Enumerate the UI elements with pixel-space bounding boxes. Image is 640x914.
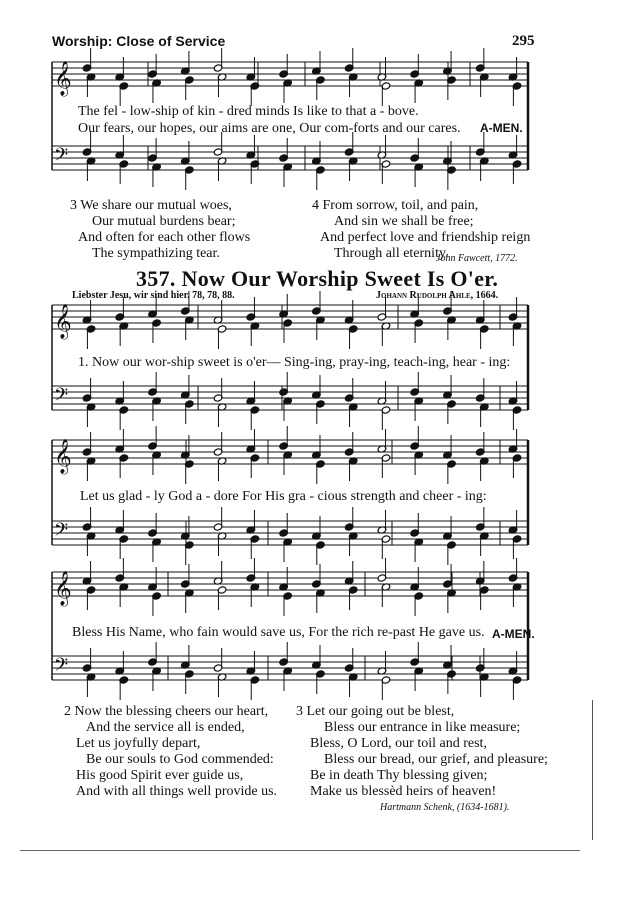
verse-line: Let us joyfully depart,	[76, 736, 201, 751]
lyric-line: 1. Now our wor-ship sweet is o'er— Sing-ing, pray-ing, teach-ing, hear - ing:	[78, 355, 511, 370]
verse-line: Bless our entrance in like measure;	[324, 720, 521, 735]
author-credit: Hartmann Schenk, (1634-1681).	[380, 802, 510, 813]
verse-line: 2 Now the blessing cheers our heart,	[64, 704, 269, 719]
verse-line: Bless our bread, our grief, and pleasure;	[324, 752, 548, 767]
hymn-title: 357. Now Our Worship Sweet Is O'er.	[136, 266, 499, 291]
composer: Johann Rudolph Ahle, 1664.	[376, 290, 499, 301]
verse-line: 3 Let our going out be blest,	[296, 704, 455, 719]
lyric-line: Our fears, our hopes, our aims are one, Our com-forts and our cares.	[78, 121, 461, 136]
treble-clef-icon: 𝄞	[54, 571, 72, 606]
treble-clef-icon: 𝄞	[54, 61, 72, 96]
verse-line: Be in death Thy blessing given;	[310, 768, 488, 783]
verse-line: 3 We share our mutual woes,	[70, 198, 232, 213]
author-credit: John Fawcett, 1772.	[436, 253, 518, 264]
verse-line: And with all things well provide us.	[76, 784, 278, 799]
treble-clef-icon: 𝄞	[54, 304, 72, 339]
amen-label: A-MEN.	[480, 121, 523, 135]
verse-line: Make us blessèd heirs of heaven!	[310, 784, 497, 799]
lyric-line: Let us glad - ly God a - dore For His gra - cious strength and cheer - ing:	[80, 489, 487, 504]
page-edge-line	[592, 700, 593, 840]
lyric-line: The fel - low-ship of kin - dred minds Is like to that a - bove.	[78, 104, 419, 119]
page-number: 295	[512, 33, 535, 49]
verse-line: And often for each other flows	[78, 230, 251, 245]
treble-clef-icon: 𝄞	[54, 439, 72, 474]
verse-line: Our mutual burdens bear;	[92, 214, 236, 229]
verse-line: His good Spirit ever guide us,	[76, 768, 244, 783]
amen-label: A-MEN.	[492, 627, 535, 641]
verse-line: The sympathizing tear.	[92, 246, 220, 261]
verse-line: Through all eternity.	[334, 246, 449, 261]
bass-clef-icon: 𝄢	[54, 145, 69, 170]
tune-name: Liebster Jesu, wir sind hier. 78, 78, 88.	[72, 290, 235, 301]
verse-line: And perfect love and friendship reign	[320, 230, 531, 245]
lyric-line: Bless His Name, who fain would save us, For the rich re-past He gave us.	[72, 625, 485, 640]
section-title: Worship: Close of Service	[52, 33, 226, 49]
verse-line: Be our souls to God commended:	[86, 752, 274, 767]
verse-line: And the service all is ended,	[86, 720, 245, 735]
verse-3	[296, 704, 548, 800]
verse-2	[64, 704, 277, 800]
bass-clef-icon: 𝄢	[54, 520, 69, 545]
bass-clef-icon: 𝄢	[54, 385, 69, 410]
verse-line: And sin we shall be free;	[334, 214, 474, 229]
verse-line: Bless, O Lord, our toil and rest,	[310, 736, 487, 751]
verse-line: 4 From sorrow, toil, and pain,	[312, 198, 479, 213]
bass-clef-icon: 𝄢	[54, 655, 69, 680]
verse-3	[70, 198, 250, 262]
page-bottom-line	[20, 850, 580, 851]
